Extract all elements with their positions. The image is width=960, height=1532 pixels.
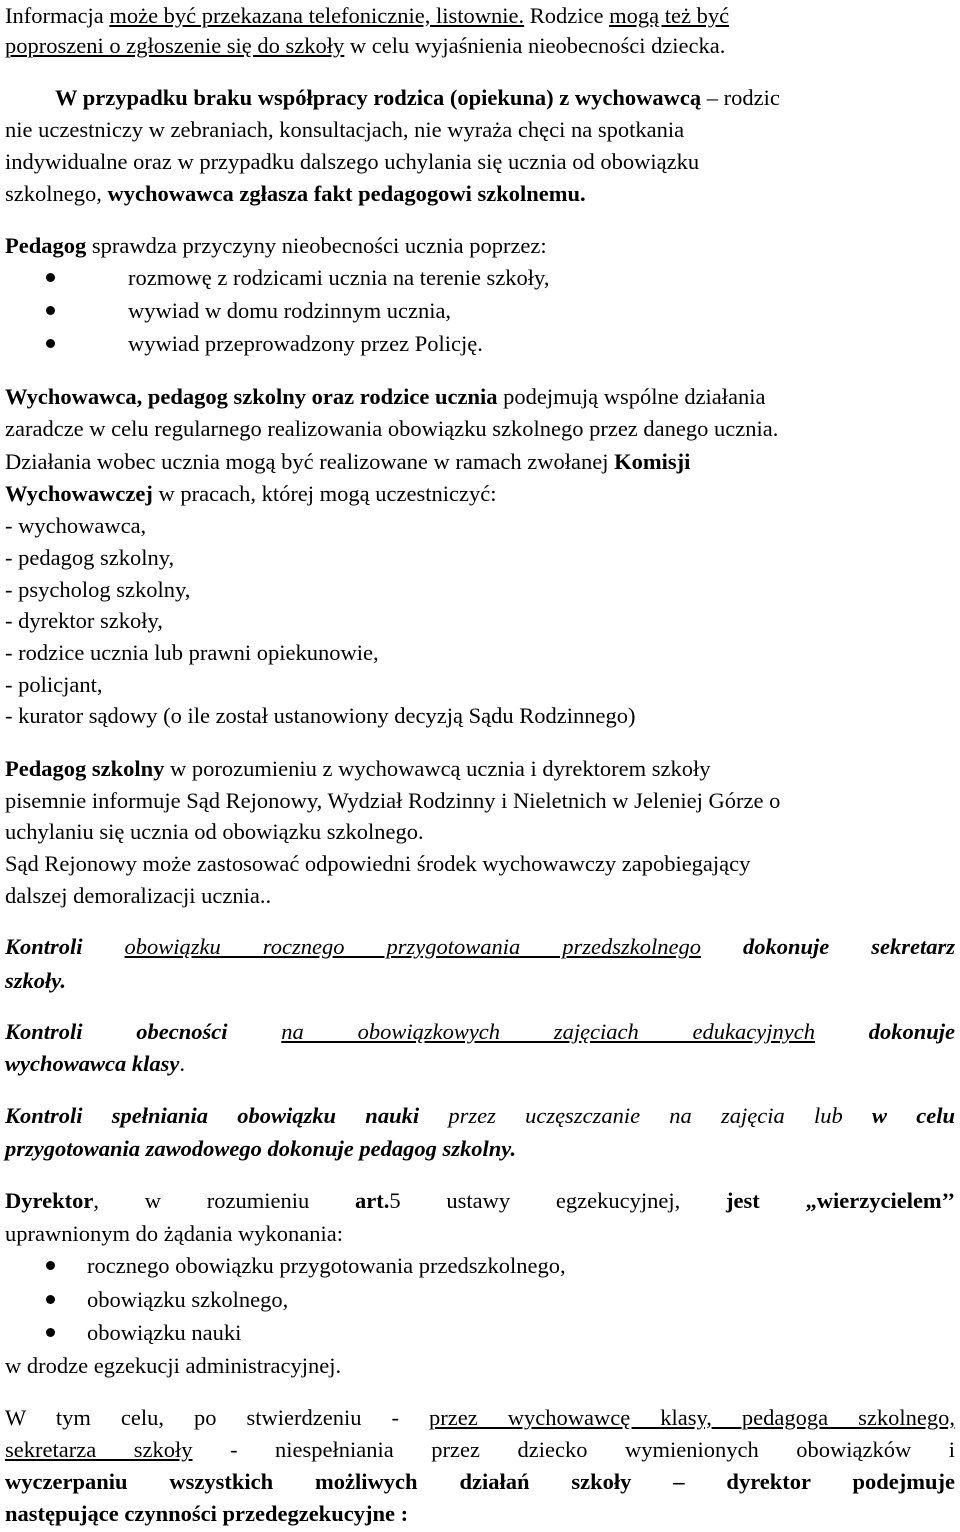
control3-line-2: przygotowania zawodowego dokonuje pedagog szkolny. (5, 1136, 517, 1161)
pedagog-bold: Pedagog (5, 233, 87, 258)
final-text: W tym celu, po stwierdzeniu - (5, 1405, 430, 1430)
director-line-3: w drodze egzekucji administracyjnej. (5, 1353, 342, 1378)
commission-member: - wychowawca, (5, 513, 147, 538)
control-underlined: na obowiązkowych zajęciach edukacyjnych (281, 1019, 815, 1044)
court-line-5: dalszej demoralizacji ucznia.. (5, 883, 272, 908)
joint-line-1 (5, 383, 766, 411)
commission-member: - pedagog szkolny, (5, 545, 175, 570)
court-line-3: uchylaniu się ucznia od obowiązku szkolnego. (5, 819, 424, 844)
control1-line-2: szkoły. (5, 968, 67, 993)
director-line-1 (5, 1187, 955, 1215)
intro-text: w celu wyjaśnienia nieobecności dziecka. (344, 33, 726, 58)
cooperation-line-3: indywidualne oraz w przypadku dalszego uchylania się ucznia od obowiązku (5, 149, 700, 174)
final-line-1 (5, 1404, 955, 1432)
intro-text: Rodzice (524, 3, 610, 28)
control-underlined: obowiązku rocznego przygotowania przedszkolnego (124, 934, 701, 959)
director-line-2: uprawnionym do żądania wykonania: (5, 1221, 344, 1246)
commission-member: - kurator sądowy (o ile został ustanowiony decyzją Sądu Rodzinnego) (5, 703, 636, 728)
intro-underlined-text: poproszeni o zgłoszenie się do szkoły (5, 33, 345, 58)
joint-line-3 (5, 448, 690, 476)
director-text: , w rozumieniu (93, 1188, 355, 1213)
control-bold: w celu (872, 1103, 955, 1128)
joint-line-2: zaradcze w celu regularnego realizowania obowiązku szkolnego przez danego ucznia. (5, 416, 779, 441)
control1-line-1 (5, 933, 955, 961)
court-bold: Pedagog szkolny (5, 756, 165, 781)
director-bold: jest „wierzycielem’’ (726, 1188, 955, 1213)
court-text: w porozumieniu z wychowawcą ucznia i dyrektorem szkoły (164, 756, 711, 781)
director-item: rocznego obowiązku przygotowania przedszkolnego, (87, 1253, 566, 1278)
pedagog-lead (5, 232, 547, 260)
cooperation-text: – rodzic (701, 85, 780, 110)
final-line-3: wyczerpaniu wszystkich możliwych działań szkoły – dyrektor podejmuje (5, 1469, 955, 1494)
commission-member: - policjant, (5, 672, 103, 697)
cooperation-bold: W przypadku braku współpracy rodzica (opiekuna) z wychowawcą (55, 85, 702, 110)
cooperation-line-1 (55, 84, 780, 112)
joint-bold: Wychowawca, pedagog szkolny oraz rodzice ucznia (5, 384, 498, 409)
court-line-1 (5, 755, 710, 783)
director-bold: Dyrektor (5, 1188, 94, 1213)
director-item: obowiązku szkolnego, (87, 1287, 289, 1312)
commission-member: - rodzice ucznia lub prawni opiekunowie, (5, 640, 379, 665)
joint-line-4 (5, 480, 496, 508)
commission-member: - psycholog szkolny, (5, 577, 191, 602)
intro-text: Informacja (5, 3, 110, 28)
control-text: przez uczęszczanie na zajęcia lub (419, 1103, 872, 1128)
bullet-icon (46, 1328, 55, 1337)
control-bold: dokonuje sekretarz (742, 934, 956, 959)
final-underlined: sekretarza szkoły (5, 1437, 193, 1462)
cooperation-text: szkolnego, (5, 181, 108, 206)
intro-line-2 (5, 32, 725, 60)
director-item: obowiązku nauki (87, 1320, 242, 1345)
control-bold: dokonuje (868, 1019, 955, 1044)
cooperation-line-2: nie uczestniczy w zebraniach, konsultacjach, nie wyraża chęci na spotkania (5, 117, 685, 142)
bullet-icon (46, 306, 55, 315)
final-line-4: następujące czynności przedegzekucyjne : (5, 1501, 409, 1526)
final-line-2 (5, 1436, 955, 1464)
final-underlined: przez wychowawcę klasy, pedagoga szkolnego, (429, 1405, 955, 1430)
pedagog-item: wywiad przeprowadzony przez Policję. (128, 331, 483, 356)
joint-text: w pracach, której mogą uczestniczyć: (152, 481, 497, 506)
pedagog-item: rozmowę z rodzicami ucznia na terenie szkoły, (128, 265, 550, 290)
court-line-4: Sąd Rejonowy może zastosować odpowiedni środek wychowawczy zapobiegający (5, 851, 751, 876)
final-text: - niespełniania przez dziecko wymienionych obowiązków i (192, 1437, 955, 1462)
joint-text: Działania wobec ucznia mogą być realizowane w ramach zwołanej (5, 449, 615, 474)
control-bold: Kontroli (5, 934, 83, 959)
control-bold: wychowawca klasy (5, 1051, 180, 1076)
intro-underlined-text: mogą też być (609, 3, 730, 28)
bullet-icon (46, 273, 55, 282)
pedagog-text: sprawdza przyczyny nieobecności ucznia poprzez: (86, 233, 547, 258)
control3-line-1 (5, 1102, 955, 1130)
director-bold: art. (355, 1188, 390, 1213)
bullet-icon (46, 1261, 55, 1270)
bullet-icon (46, 339, 55, 348)
control2-line-2 (5, 1050, 185, 1078)
pedagog-item: wywiad w domu rodzinnym ucznia, (128, 298, 452, 323)
control-text: . (179, 1051, 185, 1076)
joint-text: podejmują wspólne działania (497, 384, 766, 409)
cooperation-line-4 (5, 180, 586, 208)
intro-line-1 (5, 2, 729, 30)
intro-underlined-text: może być przekazana telefonicznie, listownie. (109, 3, 525, 28)
control2-line-1 (5, 1018, 955, 1046)
cooperation-bold: wychowawca zgłasza fakt pedagogowi szkolnemu. (107, 181, 586, 206)
control-bold: Kontroli spełniania obowiązku nauki (5, 1103, 420, 1128)
joint-bold: Komisji (614, 449, 691, 474)
director-text: 5 ustawy egzekucyjnej, (389, 1188, 726, 1213)
court-line-2: pisemnie informuje Sąd Rejonowy, Wydział Rodzinny i Nieletnich w Jeleniej Górze o (5, 788, 781, 813)
commission-member: - dyrektor szkoły, (5, 608, 163, 633)
control-bold: Kontroli obecności (5, 1019, 228, 1044)
joint-bold: Wychowawczej (5, 481, 153, 506)
bullet-icon (46, 1295, 55, 1304)
